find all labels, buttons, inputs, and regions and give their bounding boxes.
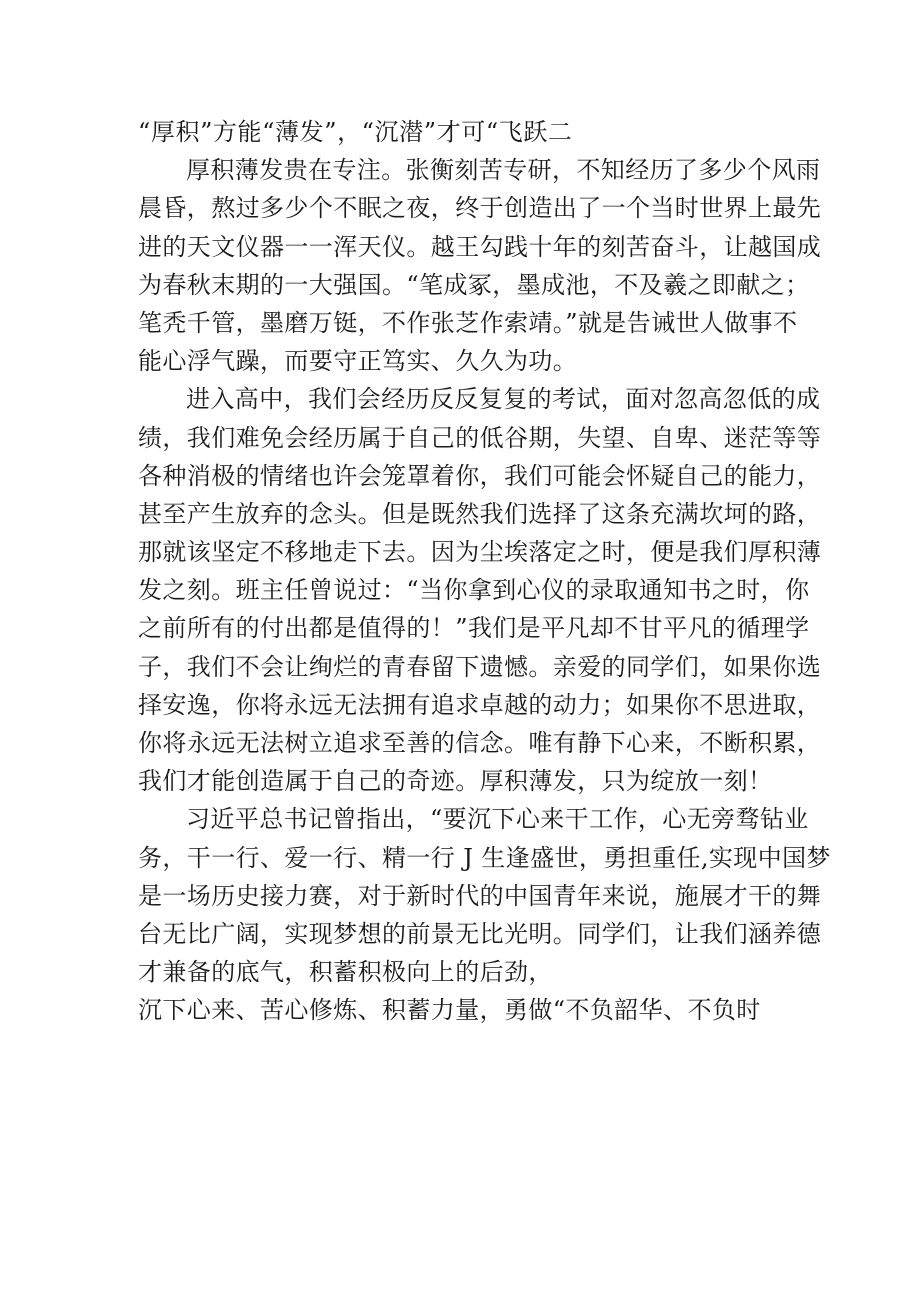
paragraph-line: 晨昏，熬过多少个不眠之夜，终于创造出了一个当时世界上最先 [138, 194, 822, 223]
paragraph-line: 发之刻。班主任曾说过：“当你拿到心仪的录取通知书之时，你 [138, 576, 810, 605]
document-title: “厚积”方能“薄发”，“沉潜”才可“飞跃二 [138, 118, 573, 146]
paragraph-line: 厚积薄发贵在专注。张衡刻苦专研，不知经历了多少个风雨 [186, 156, 821, 185]
paragraph-line: 你将永远无法树立追求至善的信念。唯有静下心来，不断积累， [138, 729, 822, 757]
paragraph-line: 进的天文仪器一一浑天仪。越王勾践十年的刻苦奋斗，让越国成 [138, 232, 822, 261]
paragraph-1 [138, 151, 822, 380]
paragraph-line: 我们才能创造属于自己的奇迹。厚积薄发，只为绽放一刻！ [138, 767, 773, 796]
paragraph-line: 子，我们不会让绚烂的青春留下遗憾。亲爱的同学们，如果你选 [138, 652, 822, 681]
paragraph-line: 务，干一行、爱一行、精一行 J 生逢盛世，勇担重任,实现中国梦 [138, 843, 831, 872]
paragraph-line: 进入高中，我们会经历反反复复的考试，面对忽高忽低的成 [186, 385, 821, 414]
paragraph-line: 之前所有的付出都是值得的！”我们是平凡却不甘平凡的循理学 [138, 614, 810, 643]
paragraph-line: 能心浮气躁，而要守正笃实、久久为功。 [138, 347, 578, 376]
paragraph-line: 笔秃千管，墨磨万铤，不作张芝作索靖。”就是告诫世人做事不 [138, 308, 798, 337]
paragraph-line: 才兼备的底气，积蓄积极向上的后劲， [138, 958, 553, 987]
document-body [138, 113, 831, 1030]
paragraph-line: 台无比广阔，实现梦想的前景无比光明。同学们，让我们涵养德 [138, 919, 822, 948]
paragraph-3 [138, 800, 831, 1029]
paragraph-line: 习近平总书记曾指出，“要沉下心来干工作，心无旁骛钻业 [186, 805, 809, 834]
paragraph-line: 甚至产生放弃的念头。但是既然我们选择了这条充满坎坷的路， [138, 499, 822, 528]
paragraph-line: 择安逸，你将永远无法拥有追求卓越的动力；如果你不思进取， [138, 690, 822, 719]
paragraph-line: 绩，我们难免会经历属于自己的低谷期，失望、自卑、迷茫等等 [138, 423, 822, 452]
paragraph-line: 是一场历史接力赛，对于新时代的中国青年来说，施展才干的舞 [138, 881, 822, 910]
paragraph-line: 沉下心来、苦心修炼、积蓄力量，勇做“不负韶华、不负时 [138, 996, 761, 1025]
paragraph-line: 为春秋末期的一大强国。“笔成冢，墨成池，不及羲之即献之； [138, 270, 810, 299]
paragraph-line: 那就该坚定不移地走下去。因为尘埃落定之时，便是我们厚积薄 [138, 538, 822, 567]
paragraph-2 [138, 380, 822, 800]
paragraph-line: 各种消极的情绪也许会笼罩着你，我们可能会怀疑自己的能力， [138, 461, 822, 490]
